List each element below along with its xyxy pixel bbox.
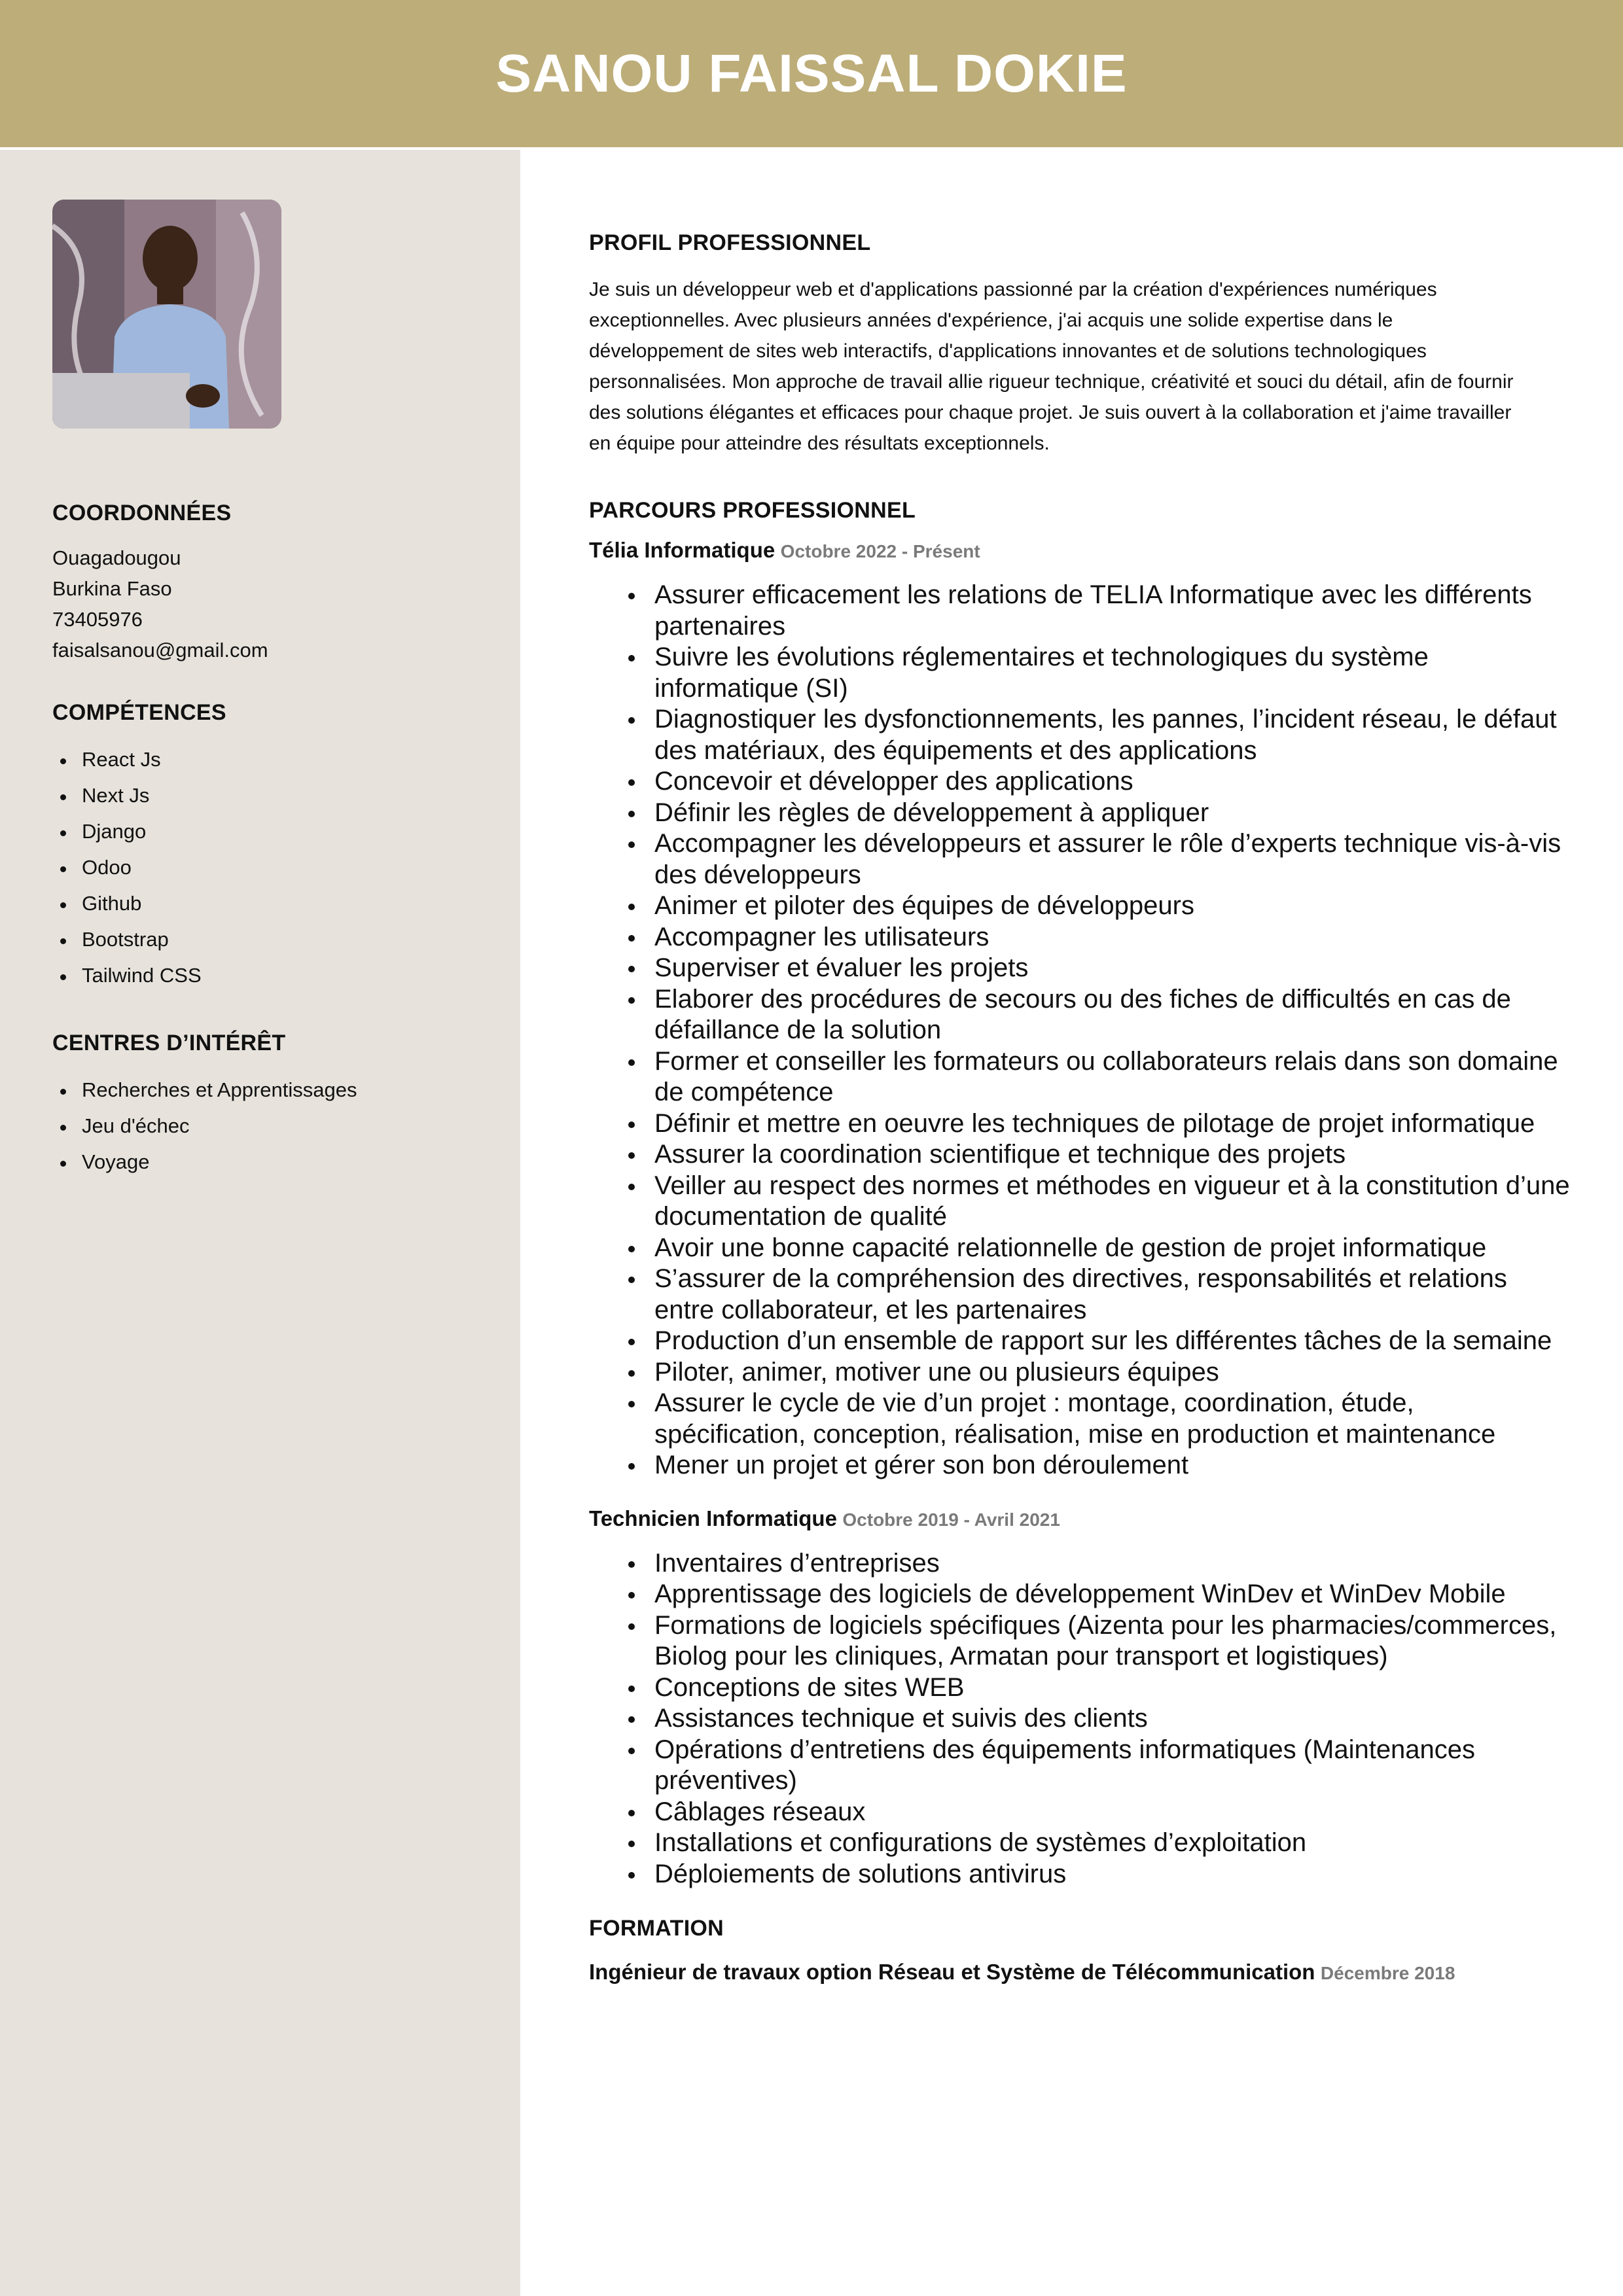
task-item: Assurer la coordination scientifique et technique des projets — [589, 1139, 1571, 1171]
task-item: Assurer efficacement les relations de TELIA Informatique avec les différents partenaires — [589, 580, 1571, 642]
skill-item: Next Js — [52, 777, 497, 813]
skill-item: React Js — [52, 741, 497, 777]
job-header — [589, 1506, 1571, 1531]
job-entry — [589, 1506, 1571, 1890]
task-item: Animer et piloter des équipes de développeurs — [589, 891, 1571, 922]
interests-title: CENTRES D’INTÉRÊT — [52, 1031, 286, 1055]
candidate-name: SANOU FAISSAL DOKIE — [495, 43, 1128, 103]
task-item: Production d’un ensemble de rapport sur les différentes tâches de la semaine — [589, 1326, 1571, 1357]
contact-title: COORDONNÉES — [52, 501, 232, 525]
interests-section — [52, 1031, 497, 1180]
experience-title: PARCOURS PROFESSIONNEL — [589, 498, 916, 523]
skill-item: Bootstrap — [52, 921, 497, 957]
contact-phone: 73405976 — [52, 608, 143, 631]
task-item: Diagnostiquer les dysfonctionnements, les pannes, l’incident réseau, le défaut des matériaux, des équipements et des applications — [589, 704, 1571, 766]
skills-title: COMPÉTENCES — [52, 700, 226, 725]
profile-section — [589, 230, 1531, 459]
header-banner — [0, 0, 1623, 147]
profile-text: Je suis un développeur web et d'applications passionné par la création d'expériences numériques exceptionnelles. Avec plusieurs années d'expérience, j'ai acquis une solide expertise dans le développement de sites web interactifs, d'applications innovantes et de solutions technologiques personnalisées. Mon approche de travail allie rigueur technique, créativité et souci du détail, afin de fournir des solutions élégantes et efficaces pour chaque projet. Je suis ouvert à la collaboration et j'aime travailler en équipe pour atteindre des résultats exceptionnels. — [589, 279, 1514, 454]
task-item: Concevoir et développer des applications — [589, 766, 1571, 798]
job-company: Technicien Informatique — [589, 1506, 837, 1530]
task-item: Elaborer des procédures de secours ou des fiches de difficultés en cas de défaillance de la solution — [589, 984, 1571, 1046]
interest-item: Recherches et Apprentissages — [52, 1072, 497, 1108]
education-degree: Ingénieur de travaux option Réseau et Système de Télécommunication — [589, 1960, 1315, 1984]
experience-section — [589, 498, 1571, 1985]
profile-photo — [52, 200, 281, 429]
job-tasks — [589, 580, 1571, 1481]
education-entry — [589, 1960, 1571, 1985]
task-item: Apprentissage des logiciels de développement WinDev et WinDev Mobile — [589, 1579, 1571, 1610]
task-item: Superviser et évaluer les projets — [589, 953, 1571, 984]
job-date: Octobre 2022 - Présent — [780, 541, 980, 561]
education-date: Décembre 2018 — [1320, 1963, 1455, 1983]
task-item: Accompagner les développeurs et assurer le rôle d’experts technique vis-à-vis des développeurs — [589, 828, 1571, 891]
job-date: Octobre 2019 - Avril 2021 — [842, 1509, 1060, 1530]
task-item: S’assurer de la compréhension des directives, responsabilités et relations entre collaborateur, et les partenaires — [589, 1263, 1571, 1326]
interests-list — [52, 1072, 497, 1180]
task-item: Déploiements de solutions antivirus — [589, 1859, 1571, 1890]
skill-item: Odoo — [52, 849, 497, 885]
task-item: Conceptions de sites WEB — [589, 1672, 1571, 1704]
task-item: Assurer le cycle de vie d’un projet : montage, coordination, étude, spécification, conception, réalisation, mise en production et maintenance — [589, 1388, 1571, 1450]
job-header — [589, 538, 1571, 563]
education-section — [589, 1916, 1571, 1985]
contact-email: faisalsanou@gmail.com — [52, 639, 268, 662]
interest-item: Voyage — [52, 1144, 497, 1180]
task-item: Avoir une bonne capacité relationnelle de gestion de projet informatique — [589, 1233, 1571, 1264]
contact-section — [52, 501, 497, 665]
task-item: Définir les règles de développement à appliquer — [589, 798, 1571, 829]
job-company: Télia Informatique — [589, 538, 776, 562]
interest-item: Jeu d'échec — [52, 1108, 497, 1144]
task-item: Installations et configurations de systèmes d’exploitation — [589, 1828, 1571, 1859]
task-item: Former et conseiller les formateurs ou collaborateurs relais dans son domaine de compétence — [589, 1046, 1571, 1108]
job-tasks — [589, 1548, 1571, 1890]
task-item: Opérations d’entretiens des équipements informatiques (Maintenances préventives) — [589, 1735, 1571, 1797]
task-item: Définir et mettre en oeuvre les techniques de pilotage de projet informatique — [589, 1108, 1571, 1140]
skill-item: Github — [52, 885, 497, 921]
task-item: Piloter, animer, motiver une ou plusieurs équipes — [589, 1357, 1571, 1388]
sidebar — [0, 150, 520, 2296]
contact-country: Burkina Faso — [52, 577, 172, 600]
contact-city: Ouagadougou — [52, 546, 181, 569]
task-item: Câblages réseaux — [589, 1797, 1571, 1828]
job-entry — [589, 538, 1571, 1481]
skills-section — [52, 700, 497, 993]
skills-list — [52, 741, 497, 993]
task-item: Accompagner les utilisateurs — [589, 922, 1571, 953]
education-title: FORMATION — [589, 1916, 724, 1941]
task-item: Inventaires d’entreprises — [589, 1548, 1571, 1580]
task-item: Veiller au respect des normes et méthodes en vigueur et à la constitution d’une documentation de qualité — [589, 1171, 1571, 1233]
task-item: Suivre les évolutions réglementaires et technologiques du système informatique (SI) — [589, 642, 1571, 704]
task-item: Mener un projet et gérer son bon déroulement — [589, 1450, 1571, 1481]
profile-title: PROFIL PROFESSIONNEL — [589, 230, 871, 255]
skill-item: Tailwind CSS — [52, 957, 497, 993]
task-item: Formations de logiciels spécifiques (Aizenta pour les pharmacies/commerces, Biolog pour les cliniques, Armatan pour transport et logistiques) — [589, 1610, 1571, 1672]
skill-item: Django — [52, 813, 497, 849]
task-item: Assistances technique et suivis des clients — [589, 1703, 1571, 1735]
